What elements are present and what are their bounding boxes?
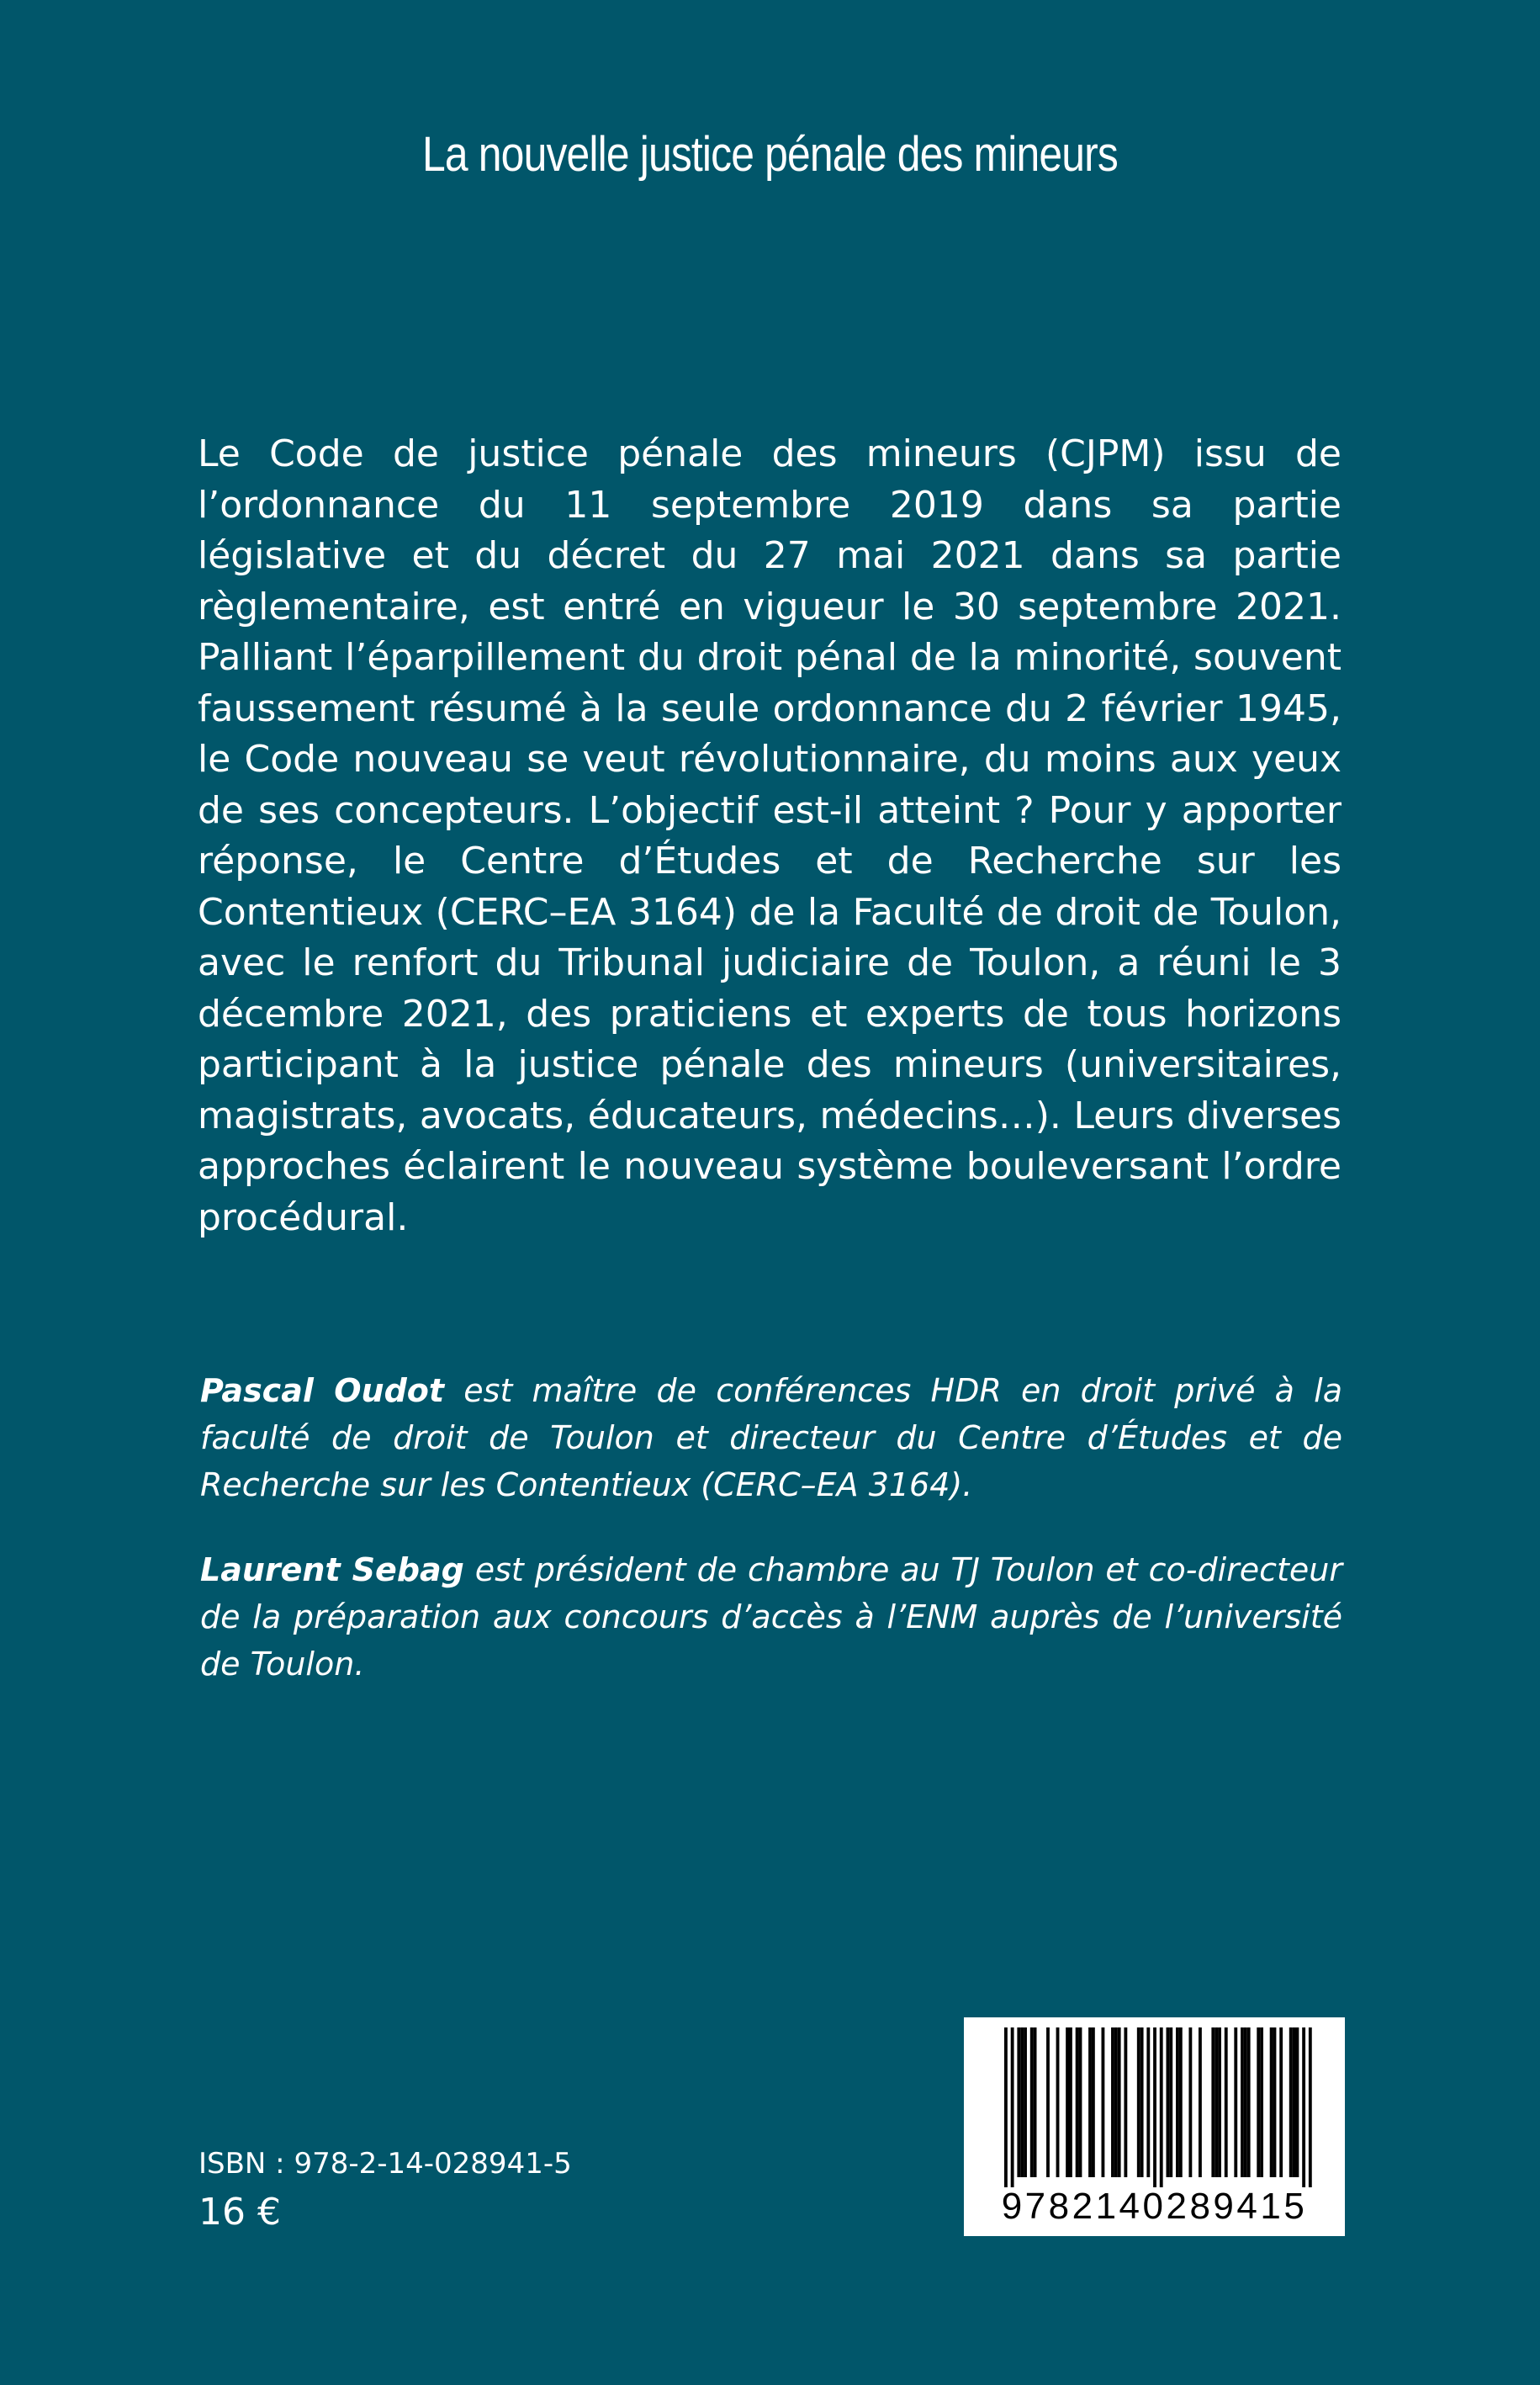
barcode-bar xyxy=(1160,2027,1163,2187)
barcode-bar xyxy=(1167,2027,1170,2177)
barcode-bar xyxy=(1225,2027,1228,2177)
barcode-bar xyxy=(1302,2027,1305,2187)
barcode-bar xyxy=(1137,2027,1140,2177)
book-title: La nouvelle justice pénale des mineurs xyxy=(422,127,1118,182)
barcode-bar xyxy=(1076,2027,1079,2177)
price: 16 € xyxy=(198,2191,281,2234)
barcode-bar xyxy=(1069,2027,1072,2177)
barcode-bar xyxy=(1215,2027,1218,2177)
book-summary: Le Code de justice pénale des mineurs (CJPM) issu de l’ordonnance du 11 septembre 2019 dans sa partie législative et du décret du 27 mai 2021 dans sa partie règlementaire, est entré en vigueur le 30 septembre 2021. Palliant l’éparpillement du droit pénal de la minorité, souvent faussement résumé à la seule ordonnance du 2 février 1945, le Code nouveau se veut révolutionnaire, du moins aux yeux de ses concepteurs. L’objectif est-il atteint ? Pour y apporter réponse, le Centre d’Études et de Recherche sur les Contentieux (CERC–EA 3164) de la Faculté de droit de Toulon, avec le renfort du Tribunal judiciaire de Toulon, a réuni le 3 décembre 2021, des praticiens et experts de tous horizons participant à la justice pénale des mineurs (universitaires, magistrats, avocats, éducateurs, médecins…). Leurs diverses approches éclairent le nouveau système bouleversant l’ordre procédural. xyxy=(198,432,1342,1239)
barcode-digits: 9782140289415 xyxy=(1001,2186,1308,2227)
barcode-bar xyxy=(1296,2027,1299,2177)
barcode-bar xyxy=(1244,2027,1247,2177)
barcode-bars xyxy=(964,2017,1345,2190)
barcode-bar xyxy=(1066,2027,1069,2177)
barcode-bar xyxy=(1146,2027,1150,2177)
barcode-bar xyxy=(1034,2027,1037,2177)
barcode-bar xyxy=(1289,2027,1293,2177)
author-bio-2 xyxy=(200,1546,1342,1688)
barcode-bar xyxy=(1211,2027,1215,2177)
barcode-bar xyxy=(1056,2027,1060,2177)
barcode-bar xyxy=(1092,2027,1095,2177)
barcode-bar xyxy=(1260,2027,1263,2177)
barcode-bar xyxy=(1079,2027,1082,2177)
barcode-bar xyxy=(1020,2027,1024,2177)
author-name-1: Pascal Oudot xyxy=(200,1372,445,1409)
barcode-bar xyxy=(1218,2027,1221,2177)
barcode-bar xyxy=(1030,2027,1034,2177)
barcode-bar xyxy=(1004,2027,1008,2187)
barcode-bar xyxy=(1309,2027,1312,2187)
barcode-bar xyxy=(1102,2027,1105,2177)
barcode-bar xyxy=(1024,2027,1027,2177)
barcode-bar xyxy=(1111,2027,1114,2177)
barcode-bar xyxy=(1114,2027,1118,2177)
barcode-bar xyxy=(1118,2027,1121,2177)
barcode-bar xyxy=(1188,2027,1192,2177)
barcode-bar xyxy=(1293,2027,1296,2177)
barcode-bar xyxy=(1241,2027,1244,2177)
barcode-bar xyxy=(1011,2027,1014,2187)
author-bio-1 xyxy=(200,1367,1342,1508)
barcode-bar xyxy=(1247,2027,1251,2177)
barcode-bar xyxy=(1179,2027,1183,2177)
barcode-bar xyxy=(1124,2027,1127,2177)
barcode-bar xyxy=(1017,2027,1020,2177)
barcode-bar xyxy=(1176,2027,1179,2177)
isbn: ISBN : 978-2-14-028941-5 xyxy=(198,2147,572,2181)
barcode-bar xyxy=(1273,2027,1277,2177)
author-bio-text-1: est maître de conférences HDR en droit privé à la faculté de droit de Toulon et directeur du Centre d’Études et de Recherche sur les Contentieux (CERC–EA 3164). xyxy=(200,1372,1343,1503)
barcode-bar xyxy=(1270,2027,1273,2177)
barcode-bar xyxy=(1088,2027,1092,2177)
barcode-bar xyxy=(1199,2027,1202,2177)
barcode-bar xyxy=(1257,2027,1260,2177)
barcode-bar xyxy=(1153,2027,1156,2187)
barcode-bar xyxy=(1169,2027,1172,2177)
barcode xyxy=(964,2017,1345,2236)
barcode-bar xyxy=(1140,2027,1144,2177)
author-bio-text-2: est président de chambre au TJ Toulon et co-directeur de la préparation aux concours d’accès à l’ENM auprès de l’université de Toulon. xyxy=(200,1551,1343,1683)
barcode-bar xyxy=(1279,2027,1283,2177)
barcode-bar xyxy=(1046,2027,1050,2177)
barcode-bar xyxy=(1234,2027,1237,2177)
author-name-2: Laurent Sebag xyxy=(200,1551,464,1588)
